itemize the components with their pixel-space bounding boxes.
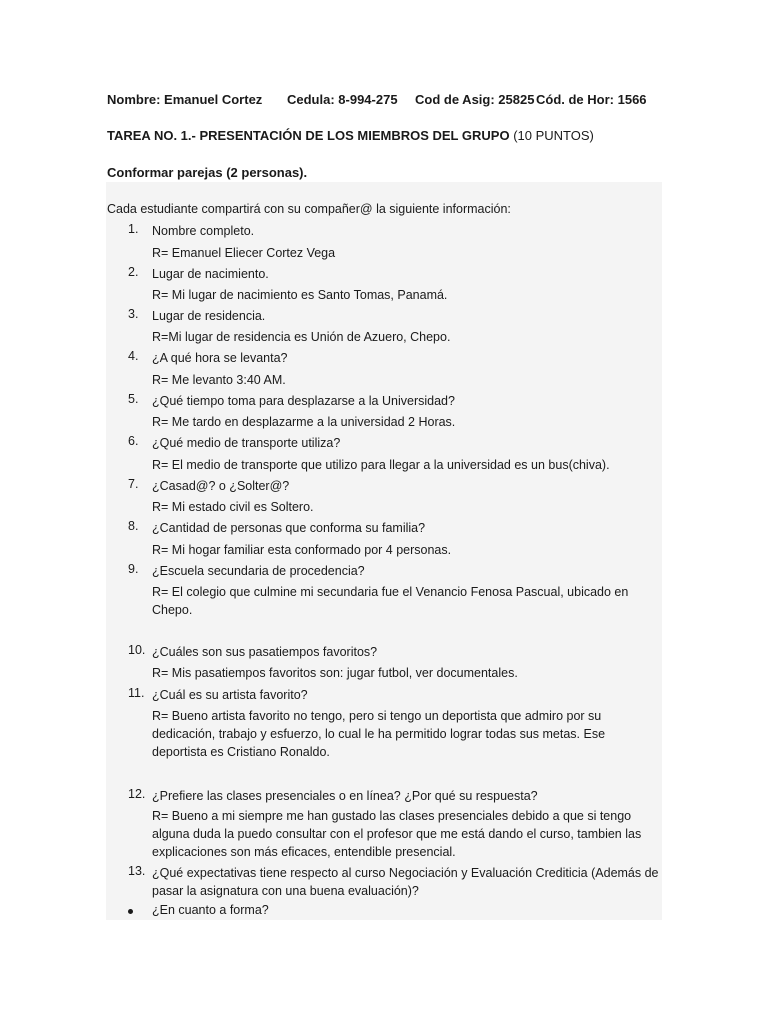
question-text: ¿Qué tiempo toma para desplazarse a la Universidad? <box>152 394 455 408</box>
subject-code: Cod de Asig: 25825 <box>415 92 535 107</box>
answer-text: R= Me levanto 3:40 AM. <box>152 373 286 387</box>
question-text: ¿Casad@? o ¿Solter@? <box>152 479 290 493</box>
question-text: ¿Qué medio de transporte utiliza? <box>152 436 341 450</box>
item-number: 11. <box>128 686 145 700</box>
pairs-instruction: Conformar parejas (2 personas). <box>107 165 308 180</box>
answer-text: R= Bueno artista favorito no tengo, pero si tengo un deportista que admiro por su dedicación, trabajo y esfuerzo, lo cual le ha permitido lograr todas sus metas. Ese deportista es Cristiano Ronaldo. <box>152 709 606 759</box>
answer-text: R= Bueno a mi siempre me han gustado las clases presenciales debido a que si tengo alguna duda la puedo consultar con el profesor que me está dando el curso, tambien las explicaciones son más eficaces, entendible presencial. <box>152 809 642 859</box>
item-number: 9. <box>128 562 139 576</box>
item-number: 2. <box>128 265 139 279</box>
task-title <box>107 128 594 143</box>
item-number: 6. <box>128 434 139 448</box>
question-text: ¿Qué expectativas tiene respecto al curso Negociación y Evaluación Crediticia (Además de pasar la asignatura con una buena evaluación)? <box>152 866 659 898</box>
task-points: (10 PUNTOS) <box>513 128 594 143</box>
item-number: 5. <box>128 392 139 406</box>
question-text: Lugar de nacimiento. <box>152 267 269 281</box>
question-text: Lugar de residencia. <box>152 309 266 323</box>
question-text: Nombre completo. <box>152 224 255 238</box>
answer-text: R= Mi hogar familiar esta conformado por 4 personas. <box>152 543 452 557</box>
answer-text: R= Mi lugar de nacimiento es Santo Tomas, Panamá. <box>152 288 448 302</box>
item-number: 12. <box>128 787 146 801</box>
student-name: Nombre: Emanuel Cortez <box>107 92 263 107</box>
answer-text: R= Mis pasatiempos favoritos son: jugar futbol, ver documentales. <box>152 666 518 680</box>
question-text: ¿Cuáles son sus pasatiempos favoritos? <box>152 645 378 659</box>
item-number: 4. <box>128 349 139 363</box>
schedule-code: Cód. de Hor: 1566 <box>536 92 647 107</box>
question-text: ¿Escuela secundaria de procedencia? <box>152 564 365 578</box>
student-cedula: Cedula: 8-994-275 <box>287 92 398 107</box>
task-title-text: TAREA NO. 1.- PRESENTACIÓN DE LOS MIEMBROS DEL GRUPO <box>107 128 510 143</box>
intro-text: Cada estudiante compartirá con su compañer@ la siguiente información: <box>107 202 511 216</box>
item-number: 10. <box>128 643 146 657</box>
answer-text: R= Emanuel Eliecer Cortez Vega <box>152 246 336 260</box>
answer-text: R= Me tardo en desplazarme a la universidad 2 Horas. <box>152 415 456 429</box>
item-number: 8. <box>128 519 139 533</box>
item-number: 1. <box>128 222 139 236</box>
item-number: 13. <box>128 864 146 878</box>
header-line <box>107 92 647 107</box>
item-number: 3. <box>128 307 139 321</box>
answer-text: R=Mi lugar de residencia es Unión de Azuero, Chepo. <box>152 330 451 344</box>
question-text: ¿Cuál es su artista favorito? <box>152 688 308 702</box>
bullet-text: ¿En cuanto a forma? <box>152 903 269 917</box>
question-text: ¿Cantidad de personas que conforma su familia? <box>152 521 426 535</box>
answer-text: R= Mi estado civil es Soltero. <box>152 500 314 514</box>
question-text: ¿A qué hora se levanta? <box>152 351 288 365</box>
answer-text: R= El medio de transporte que utilizo para llegar a la universidad es un bus(chiva). <box>152 458 610 472</box>
question-text: ¿Prefiere las clases presenciales o en línea? ¿Por qué su respuesta? <box>152 789 538 803</box>
bullet-dot-icon <box>128 909 133 914</box>
answer-text: R= El colegio que culmine mi secundaria fue el Venancio Fenosa Pascual, ubicado en Chepo. <box>152 585 629 617</box>
item-number: 7. <box>128 477 139 491</box>
